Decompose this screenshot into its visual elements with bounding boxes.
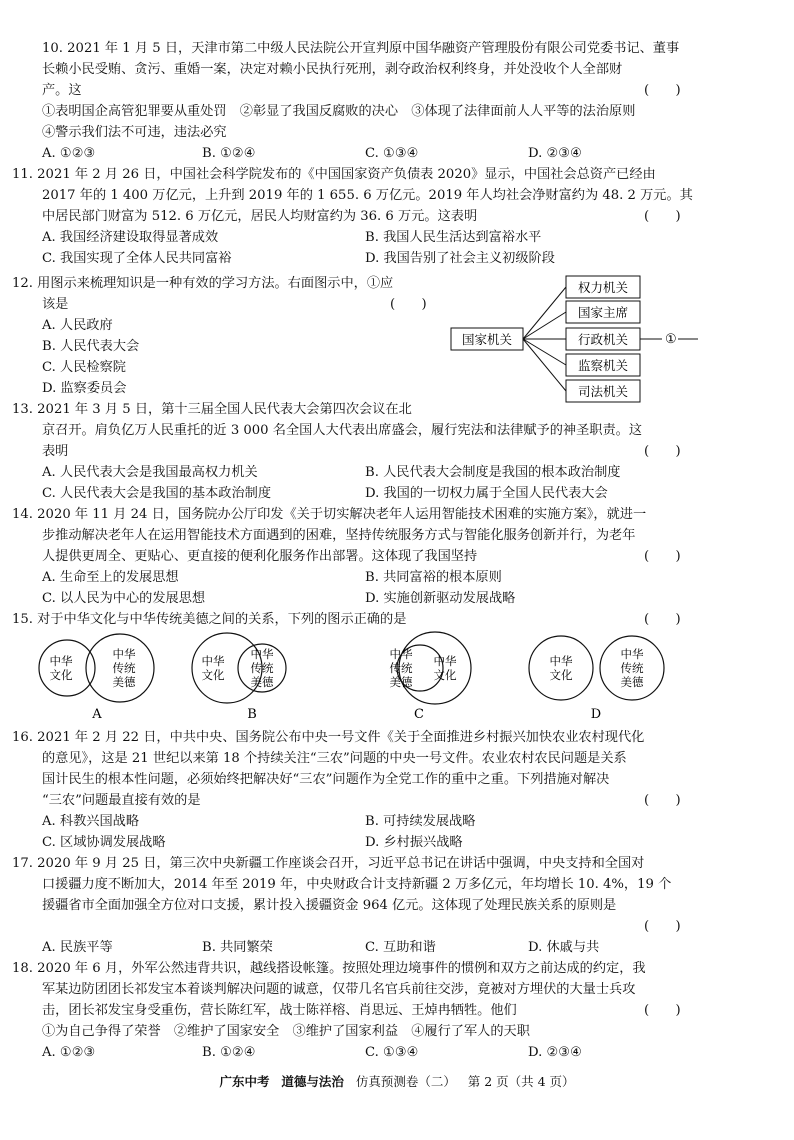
figure-option-label: D (590, 707, 602, 722)
footer-exam: 广东中考 (219, 1074, 270, 1089)
venn-label: 中华文化 (433, 654, 457, 682)
option-c: C. 人民代表大会是我国的基本政治制度 (42, 486, 272, 501)
option-a: A. 民族平等 (42, 940, 113, 955)
venn-label: 中华传统美德 (620, 647, 644, 689)
question-18-line-1: 18. 2020 年 6 月，外军公然违背共识，越线搭设帐篷。按照处理边境事件的惯例和双方之前达成的约定，我 (12, 961, 646, 976)
option-c: C. 人民检察院 (42, 360, 126, 375)
venn-label: 中华文化 (49, 654, 73, 682)
question-12-line-1: 12. 用图示来梳理知识是一种有效的学习方法。右面图示中，①应 (12, 276, 394, 291)
option-d: D. 监察委员会 (42, 381, 127, 396)
question-16-line-1: 16. 2021 年 2 月 22 日，中共中央、国务院公布中央一号文件《关于全面推进乡村振兴加快农业农村现代化 (12, 730, 645, 745)
option-b: B. ①②④ (202, 146, 256, 161)
state-organs-diagram (440, 270, 700, 410)
venn-label: 中华传统美德 (389, 647, 413, 689)
diagram-branch-supervisory: 监察机关 (577, 358, 629, 373)
question-10-statements-1: ①表明国企高管犯罪要从重处罚 ②彰显了我国反腐败的决心 ③体现了法律面前人人平等的法治原则 (42, 104, 636, 119)
question-10-statements-2: ④警示我们法不可违，违法必究 (42, 125, 227, 140)
option-a: A. 科教兴国战略 (42, 814, 140, 829)
answer-blank: ( ) (644, 793, 681, 808)
question-10-line-2: 长赖小民受贿、贪污、重婚一案，决定对赖小民执行死刑，剥夺政治权利终身，并处没收个人全部财 (42, 62, 623, 77)
question-15-line-1: 15. 对于中华文化与中华传统美德之间的关系，下列的图示正确的是 (12, 612, 407, 627)
option-c: C. ①③④ (365, 1045, 419, 1060)
diagram-blank-marker: ① (665, 332, 677, 347)
connector-line (523, 312, 566, 339)
option-d: D. ②③④ (528, 146, 582, 161)
question-18-statements: ①为自己争得了荣誉 ②维护了国家安全 ③维护了国家利益 ④履行了军人的天职 (42, 1024, 530, 1039)
question-13-line-3: 表明 (42, 444, 69, 459)
option-d: D. ②③④ (528, 1045, 582, 1060)
diagram-branch-power: 权力机关 (577, 280, 629, 295)
question-14-line-1: 14. 2020 年 11 月 24 日，国务院办公厅印发《关于切实解决老年人运用智能技术困难的实施方案》，就进一 (12, 507, 647, 522)
option-a: A. ①②③ (42, 146, 96, 161)
option-c: C. ①③④ (365, 146, 419, 161)
question-12-line-2: 该是 (42, 297, 69, 312)
answer-blank: ( ) (644, 209, 681, 224)
option-a: A. 我国经济建设取得显著成效 (42, 230, 219, 245)
connector-line (523, 339, 566, 391)
answer-blank: ( ) (644, 612, 681, 627)
question-16-line-3: 国计民生的根本性问题，必须始终把解决好“三农”问题作为全党工作的重中之重。下列措施对解决 (42, 772, 610, 787)
answer-blank: ( ) (644, 83, 681, 98)
connector-line (523, 287, 566, 339)
page-footer (0, 1072, 794, 1090)
option-c: C. 区域协调发展战略 (42, 835, 166, 850)
venn-label: 中华传统美德 (112, 647, 136, 689)
footer-page-number: 第 2 页（共 4 页） (467, 1074, 575, 1089)
question-18-line-3: 击，团长祁发宝身受重伤，营长陈红军，战士陈祥榕、肖思远、王焯冉牺牲。他们 (42, 1003, 517, 1018)
question-11-line-3: 中居民部门财富为 512. 6 万亿元，居民人均财富约为 36. 6 万元。这表明 (42, 209, 478, 224)
option-d: D. 我国的一切权力属于全国人民代表大会 (365, 486, 608, 501)
figure-option-label: A (92, 707, 102, 722)
diagram-root-label: 国家机关 (461, 332, 513, 347)
option-b: B. 我国人民生活达到富裕水平 (365, 230, 542, 245)
option-a: A. 人民政府 (42, 318, 113, 333)
option-d: D. 我国告别了社会主义初级阶段 (365, 251, 555, 266)
answer-blank: ( ) (644, 1003, 681, 1018)
option-b: B. 人民代表大会 (42, 339, 140, 354)
venn-label: 中华文化 (549, 654, 573, 682)
option-a: A. 人民代表大会是我国最高权力机关 (42, 465, 258, 480)
question-16-line-2: 的意见》，这是 21 世纪以来第 18 个持续关注“三农”问题的中央一号文件。农业农村农民问题是关系 (42, 751, 627, 766)
question-14-line-3: 人提供更周全、更贴心、更直接的便利化服务作出部署。这体现了我国坚持 (42, 549, 478, 564)
answer-blank: ( ) (644, 919, 681, 934)
option-a: A. 生命至上的发展思想 (42, 570, 179, 585)
answer-blank: ( ) (390, 297, 427, 312)
option-b: B. 共同繁荣 (202, 940, 273, 955)
answer-blank: ( ) (644, 444, 681, 459)
question-13-line-1: 13. 2021 年 3 月 5 日，第十三届全国人民代表大会第四次会议在北 (12, 402, 412, 417)
venn-label: 中华文化 (201, 654, 225, 682)
question-11-line-2: 2017 年的 1 400 万亿元，上升到 2019 年的 1 655. 6 万亿元。2019 年人均社会净财富约为 48. 2 万元。其 (42, 188, 693, 203)
option-b: B. 共同富裕的根本原则 (365, 570, 502, 585)
question-17-line-1: 17. 2020 年 9 月 25 日，第三次中央新疆工作座谈会召开，习近平总书记在讲话中强调，中央支持和全国对 (12, 856, 645, 871)
figure-option-label: C (414, 707, 424, 722)
footer-paper: 仿真预测卷（二） (355, 1074, 456, 1089)
diagram-branch-president: 国家主席 (577, 305, 629, 320)
connector-line (523, 339, 566, 365)
diagram-branch-judicial: 司法机关 (577, 384, 629, 399)
venn-figures (0, 628, 794, 728)
question-10-line-3: 产。这 (42, 83, 82, 98)
venn-label: 中华传统美德 (250, 647, 274, 689)
option-d: D. 实施创新驱动发展战略 (365, 591, 516, 606)
option-b: B. ①②④ (202, 1045, 256, 1060)
footer-subject: 道德与法治 (281, 1074, 344, 1089)
question-17-line-3: 援疆省市全面加强全方位对口支援，累计投入援疆资金 964 亿元。这体现了处理民族关系的原则是 (42, 898, 617, 913)
option-a: A. ①②③ (42, 1045, 96, 1060)
question-10-line-1: 10. 2021 年 1 月 5 日，天津市第二中级人民法院公开宣判原中国华融资产管理股份有限公司党委书记、董事 (42, 41, 680, 56)
option-d: D. 休戚与共 (528, 940, 600, 955)
option-c: C. 互助和谐 (365, 940, 436, 955)
question-13-line-2: 京召开。肩负亿万人民重托的近 3 000 名全国人大代表出席盛会，履行宪法和法律赋予的神圣职责。这 (42, 423, 643, 438)
diagram-branch-administrative: 行政机关 (577, 332, 629, 347)
question-17-line-2: 口援疆力度不断加大，2014 年至 2019 年，中央财政合计支持新疆 2 万多亿元，年均增长 10. 4%，19 个 (42, 877, 672, 892)
option-b: B. 可持续发展战略 (365, 814, 476, 829)
option-c: C. 我国实现了全体人民共同富裕 (42, 251, 232, 266)
question-16-line-4: “三农”问题最直接有效的是 (42, 793, 201, 808)
answer-blank: ( ) (644, 549, 681, 564)
option-b: B. 人民代表大会制度是我国的根本政治制度 (365, 465, 621, 480)
question-11-line-1: 11. 2021 年 2 月 26 日，中国社会科学院发布的《中国国家资产负债表 2020》显示，中国社会总资产已经由 (12, 167, 656, 182)
figure-option-label: B (247, 707, 257, 722)
question-18-line-2: 军某边防团团长祁发宝本着谈判解决问题的诚意，仅带几名官兵前往交涉，竟被对方埋伏的大量士兵攻 (42, 982, 636, 997)
option-c: C. 以人民为中心的发展思想 (42, 591, 206, 606)
option-d: D. 乡村振兴战略 (365, 835, 463, 850)
question-14-line-2: 步推动解决老年人在运用智能技术方面遇到的困难，坚持传统服务方式与智能化服务创新并行，为老年 (42, 528, 636, 543)
